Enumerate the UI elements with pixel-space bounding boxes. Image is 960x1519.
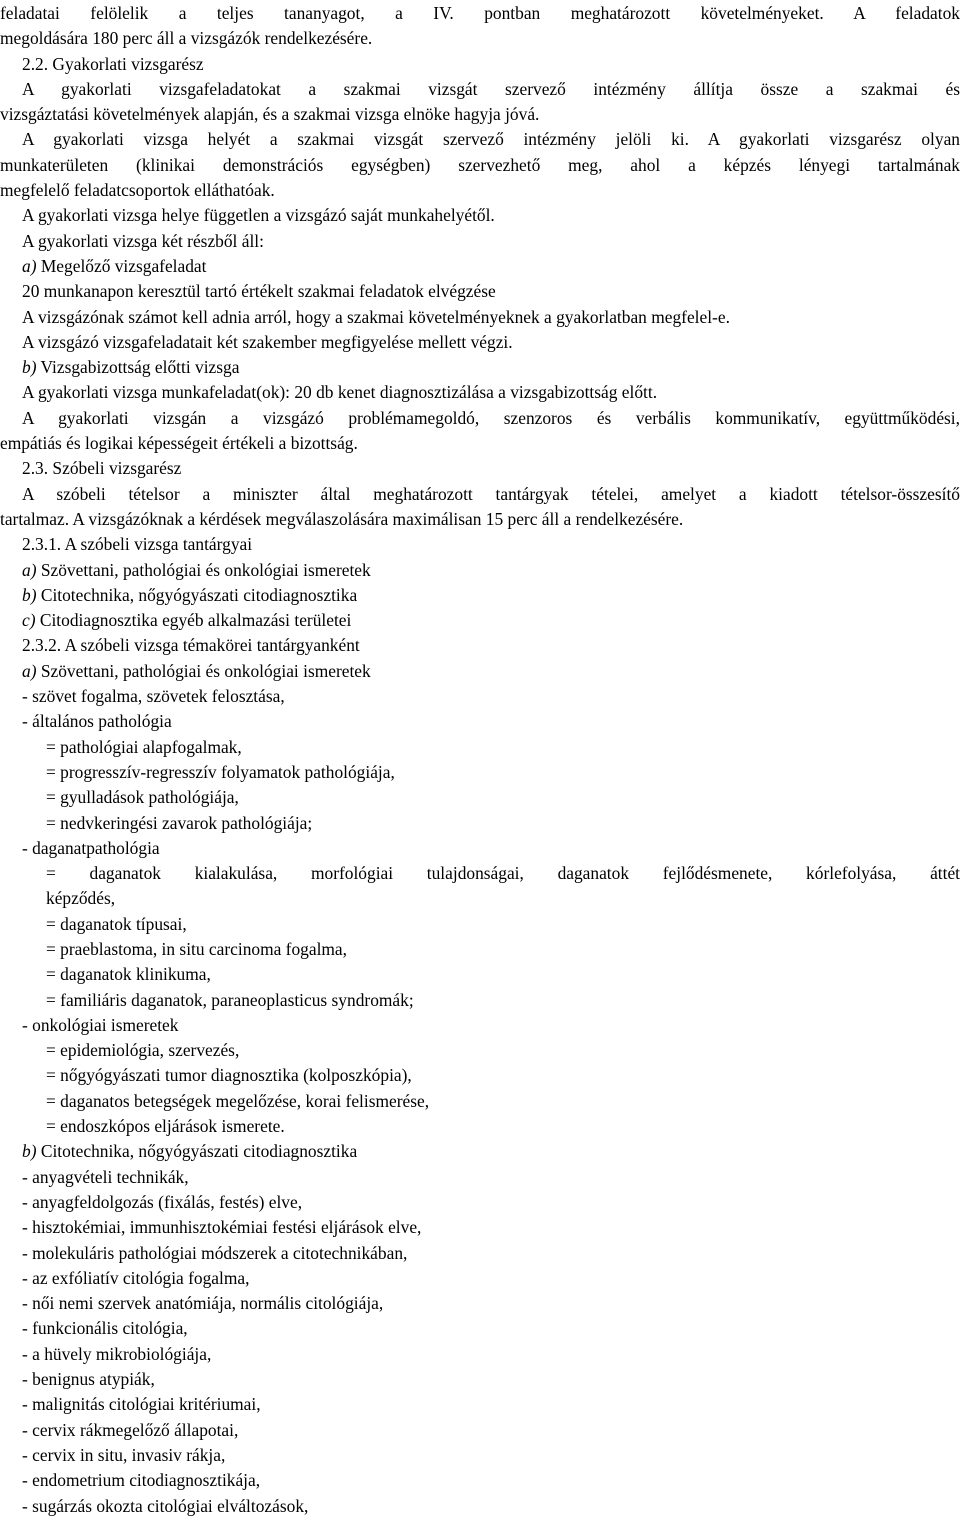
text-line xyxy=(0,1139,960,1164)
text-line xyxy=(0,1089,960,1114)
line-text: - sugárzás okozta citológiai elváltozások, xyxy=(22,1495,309,1516)
text-line xyxy=(0,861,960,886)
text-line xyxy=(0,26,960,51)
text-line xyxy=(0,178,960,203)
text-line xyxy=(0,127,960,152)
line-text: = daganatok típusai, xyxy=(46,913,187,934)
line-text: Szövettani, pathológiai és onkológiai ismeretek xyxy=(36,559,371,580)
line-text: = praeblastoma, in situ carcinoma fogalma, xyxy=(46,938,347,959)
line-text: - a hüvely mikrobiológiája, xyxy=(22,1343,212,1364)
line-text: - endometrium citodiagnosztikája, xyxy=(22,1470,261,1491)
text-line xyxy=(0,709,960,734)
text-line xyxy=(0,507,960,532)
line-text: 20 munkanapon keresztül tartó értékelt szakmai feladatok elvégzése xyxy=(22,281,496,302)
text-line xyxy=(0,1342,960,1367)
line-text: = daganatok kialakulása, morfológiai tulajdonságai, daganatok fejlődésmenete, kórlefolyása, áttét xyxy=(46,863,960,884)
line-text: - cervix in situ, invasiv rákja, xyxy=(22,1444,226,1465)
line-text: - szövet fogalma, szövetek felosztása, xyxy=(22,686,285,707)
text-line xyxy=(0,456,960,481)
list-marker: b) xyxy=(22,357,37,378)
line-text: A vizsgázónak számot kell adnia arról, hogy a szakmai követelményeknek a gyakorlatban megfelel-e. xyxy=(22,306,730,327)
line-text: 2.2. Gyakorlati vizsgarész xyxy=(22,53,204,74)
line-text: = daganatos betegségek megelőzése, korai felismerése, xyxy=(46,1090,430,1111)
text-line xyxy=(0,406,960,431)
line-text: tartalmaz. A vizsgázóknak a kérdések megválaszolására maximálisan 15 perc áll a rendelkezésére. xyxy=(0,508,684,529)
text-line xyxy=(0,1190,960,1215)
text-line xyxy=(0,558,960,583)
list-marker: b) xyxy=(22,584,37,605)
line-text: Megelőző vizsgafeladat xyxy=(36,255,207,276)
line-text: = pathológiai alapfogalmak, xyxy=(46,736,242,757)
text-line xyxy=(0,431,960,456)
line-text: - az exfóliatív citológia fogalma, xyxy=(22,1267,250,1288)
line-text: - cervix rákmegelőző állapotai, xyxy=(22,1419,239,1440)
text-line xyxy=(0,836,960,861)
text-line xyxy=(0,279,960,304)
list-marker: b) xyxy=(22,1141,37,1162)
text-line xyxy=(0,153,960,178)
text-line xyxy=(0,1063,960,1088)
text-line xyxy=(0,1291,960,1316)
text-line xyxy=(0,1468,960,1493)
line-text: képződés, xyxy=(46,888,116,909)
text-line xyxy=(0,659,960,684)
text-line xyxy=(0,1494,960,1519)
list-marker: c) xyxy=(22,610,36,631)
text-line xyxy=(0,203,960,228)
text-line xyxy=(0,1418,960,1443)
line-text: A gyakorlati vizsgán a vizsgázó problémamegoldó, szenzoros és verbális kommunikatív, együttműködési, xyxy=(22,407,960,428)
line-text: vizsgáztatási követelmények alapján, és a szakmai vizsga elnöke hagyja jóvá. xyxy=(0,104,540,125)
line-text: = epidemiológia, szervezés, xyxy=(46,1040,240,1061)
text-line xyxy=(0,1316,960,1341)
text-line xyxy=(0,937,960,962)
text-line xyxy=(0,305,960,330)
line-text: munkaterületen (klinikai demonstrációs egységben) szervezhető meg, ahol a képzés lényegi tartalmának xyxy=(0,154,960,175)
text-line xyxy=(0,912,960,937)
text-line xyxy=(0,229,960,254)
text-line xyxy=(0,886,960,911)
line-text: - általános pathológia xyxy=(22,711,172,732)
text-line xyxy=(0,1,960,26)
line-text: Citotechnika, nőgyógyászati citodiagnosztika xyxy=(36,1141,358,1162)
list-marker: a) xyxy=(22,559,37,580)
line-text: - molekuláris pathológiai módszerek a citotechnikában, xyxy=(22,1242,408,1263)
text-line xyxy=(0,760,960,785)
list-marker: a) xyxy=(22,255,37,276)
text-line xyxy=(0,1443,960,1468)
line-text: Szövettani, pathológiai és onkológiai ismeretek xyxy=(36,660,371,681)
line-text: Vizsgabizottság előtti vizsga xyxy=(36,357,240,378)
line-text: Citodiagnosztika egyéb alkalmazási területei xyxy=(35,610,352,631)
text-line xyxy=(0,583,960,608)
line-text: - anyagvételi technikák, xyxy=(22,1166,189,1187)
line-text: - hisztokémiai, immunhisztokémiai festési eljárások elve, xyxy=(22,1217,422,1238)
line-text: = daganatok klinikuma, xyxy=(46,964,211,985)
line-text: = nőgyógyászati tumor diagnosztika (kolposzkópia), xyxy=(46,1065,412,1086)
line-text: - benignus atypiák, xyxy=(22,1369,155,1390)
line-text: - daganatpathológia xyxy=(22,837,160,858)
line-text: megfelelő feladatcsoportok elláthatóak. xyxy=(0,180,275,201)
line-text: = nedvkeringési zavarok pathológiája; xyxy=(46,812,313,833)
line-text: = familiáris daganatok, paraneoplasticus syndromák; xyxy=(46,989,414,1010)
line-text: - anyagfeldolgozás (fixálás, festés) elve, xyxy=(22,1191,303,1212)
text-line xyxy=(0,988,960,1013)
text-line xyxy=(0,102,960,127)
text-line xyxy=(0,482,960,507)
text-line xyxy=(0,380,960,405)
line-text: - női nemi szervek anatómiája, normális citológiája, xyxy=(22,1293,384,1314)
line-text: empátiás és logikai képességeit értékeli a bizottság. xyxy=(0,433,358,454)
text-line xyxy=(0,52,960,77)
line-text: - funkcionális citológia, xyxy=(22,1318,188,1339)
text-line xyxy=(0,77,960,102)
text-line xyxy=(0,355,960,380)
line-text: A vizsgázó vizsgafeladatait két szakember megfigyelése mellett végzi. xyxy=(22,331,513,352)
text-line xyxy=(0,532,960,557)
line-text: A szóbeli tételsor a miniszter által meghatározott tantárgyak tételei, amelyet a kiadott tételsor-összesítő xyxy=(22,483,960,504)
line-text: A gyakorlati vizsga munkafeladat(ok): 20 db kenet diagnosztizálása a vizsgabizottság előtt. xyxy=(22,382,658,403)
line-text: = progresszív-regresszív folyamatok pathológiája, xyxy=(46,761,395,782)
text-line xyxy=(0,1013,960,1038)
line-text: = endoszkópos eljárások ismerete. xyxy=(46,1116,285,1137)
text-line xyxy=(0,1038,960,1063)
text-line xyxy=(0,735,960,760)
line-text: A gyakorlati vizsga két részből áll: xyxy=(22,230,264,251)
text-line xyxy=(0,1241,960,1266)
text-line xyxy=(0,1165,960,1190)
line-text: feladatai felölelik a teljes tananyagot, a IV. pontban meghatározott követelményeket. A feladatok xyxy=(0,3,960,23)
line-text: = gyulladások pathológiája, xyxy=(46,787,239,808)
text-line xyxy=(0,811,960,836)
line-text: A gyakorlati vizsga helye független a vizsgázó saját munkahelyétől. xyxy=(22,205,495,226)
line-text: A gyakorlati vizsgafeladatokat a szakmai vizsgát szervező intézmény állítja össze a szakmai és xyxy=(22,78,960,99)
text-line xyxy=(0,1215,960,1240)
text-line xyxy=(0,330,960,355)
line-text: 2.3.1. A szóbeli vizsga tantárgyai xyxy=(22,534,253,555)
line-text: - malignitás citológiai kritériumai, xyxy=(22,1394,261,1415)
line-text: 2.3. Szóbeli vizsgarész xyxy=(22,458,182,479)
text-line xyxy=(0,254,960,279)
line-text: Citotechnika, nőgyógyászati citodiagnosztika xyxy=(36,584,358,605)
text-line xyxy=(0,684,960,709)
text-line xyxy=(0,633,960,658)
text-line xyxy=(0,1114,960,1139)
text-line xyxy=(0,962,960,987)
line-text: 2.3.2. A szóbeli vizsga témakörei tantárgyanként xyxy=(22,635,360,656)
text-line xyxy=(0,1392,960,1417)
line-text: A gyakorlati vizsga helyét a szakmai vizsgát szervező intézmény jelöli ki. A gyakorlati vizsgarész olyan xyxy=(22,129,960,150)
line-text: megoldására 180 perc áll a vizsgázók rendelkezésére. xyxy=(0,28,373,49)
text-line xyxy=(0,1367,960,1392)
text-line xyxy=(0,1266,960,1291)
text-line xyxy=(0,785,960,810)
line-text: - onkológiai ismeretek xyxy=(22,1014,179,1035)
list-marker: a) xyxy=(22,660,37,681)
text-line xyxy=(0,608,960,633)
